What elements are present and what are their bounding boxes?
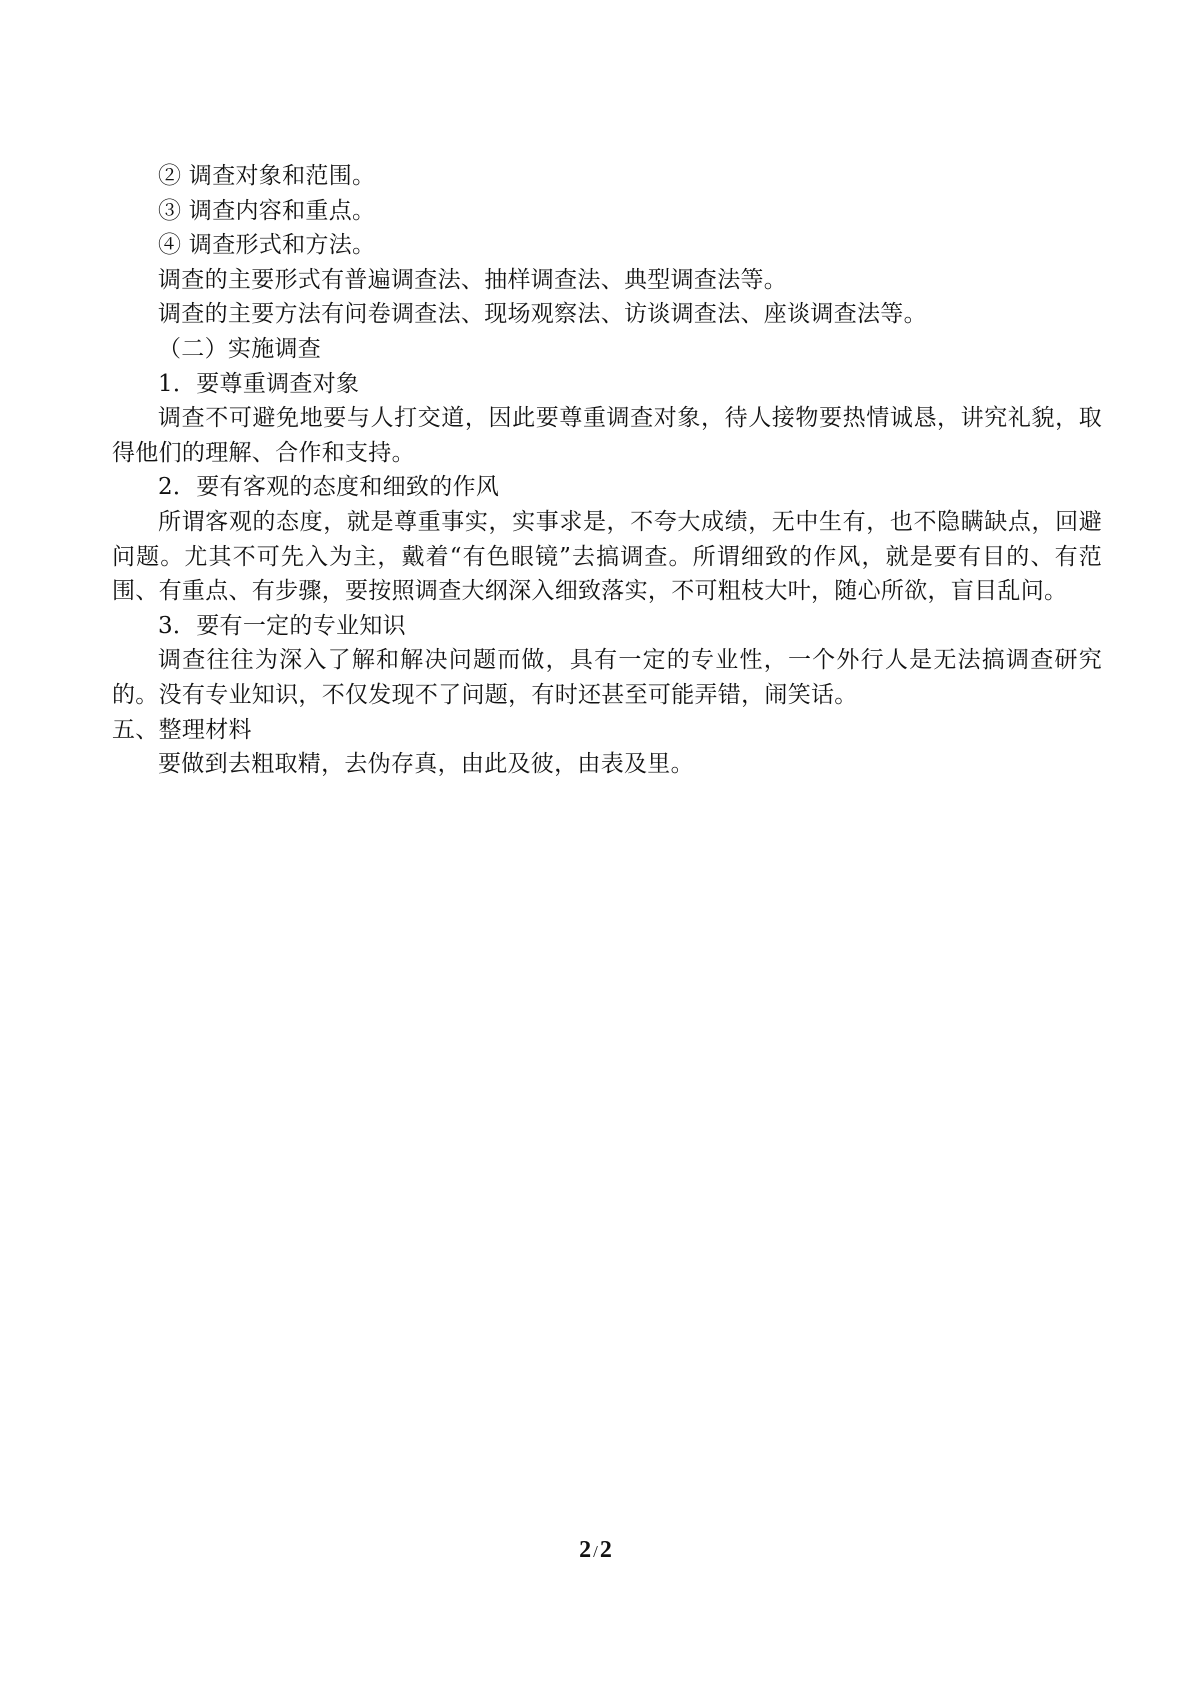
list-item-investigation-objects: ② 调查对象和范围。: [158, 163, 376, 189]
list-item-investigation-methods: ④ 调查形式和方法。: [158, 232, 376, 259]
current-page-number: 2: [579, 1537, 592, 1563]
document-body: [112, 159, 1102, 782]
section-heading-implement-investigation: （二）实施调查: [158, 335, 322, 362]
total-pages-number: 2: [599, 1537, 612, 1563]
paragraph-objective-attitude: 所谓客观的态度，就是尊重事实，实事求是，不夸大成绩，无中生有，也不隐瞒缺点，回避问题。尤其不可先入为主，戴着“有色眼镜”去搞调查。所谓细致的作风，就是要有目的、有范围、有重点、有步骤，要按照调查大纲深入细致落实，不可粗枝大叶，随心所欲，盲目乱问。: [112, 508, 1102, 605]
paragraph-professional-knowledge: 调查往往为深入了解和解决问题而做，具有一定的专业性，一个外行人是无法搞调查研究的。没有专业知识，不仅发现不了问题，有时还甚至可能弄错，闹笑话。: [112, 647, 1102, 708]
page-number: [0, 1537, 1191, 1564]
section-heading-organize-materials: 五、整理材料: [112, 716, 252, 743]
list-item-investigation-content: ③ 调查内容和重点。: [158, 197, 376, 224]
paragraph-investigation-methods: 调查的主要方法有问卷调查法、现场观察法、访谈调查法、座谈调查法等。: [158, 301, 927, 328]
paragraph-respect-subjects: 调查不可避免地要与人打交道，因此要尊重调查对象，待人接物要热情诚恳，讲究礼貌，取得他们的理解、合作和支持。: [112, 405, 1102, 466]
subheading-objective-attitude: 2．要有客观的态度和细致的作风: [158, 474, 500, 501]
page-number-separator: /: [593, 1542, 598, 1561]
subheading-professional-knowledge: 3．要有一定的专业知识: [158, 612, 406, 639]
subheading-respect-subjects: 1．要尊重调查对象: [158, 370, 360, 397]
paragraph-organize-materials: 要做到去粗取精，去伪存真，由此及彼，由表及里。: [158, 751, 694, 778]
paragraph-investigation-forms: 调查的主要形式有普遍调查法、抽样调查法、典型调查法等。: [158, 266, 788, 293]
